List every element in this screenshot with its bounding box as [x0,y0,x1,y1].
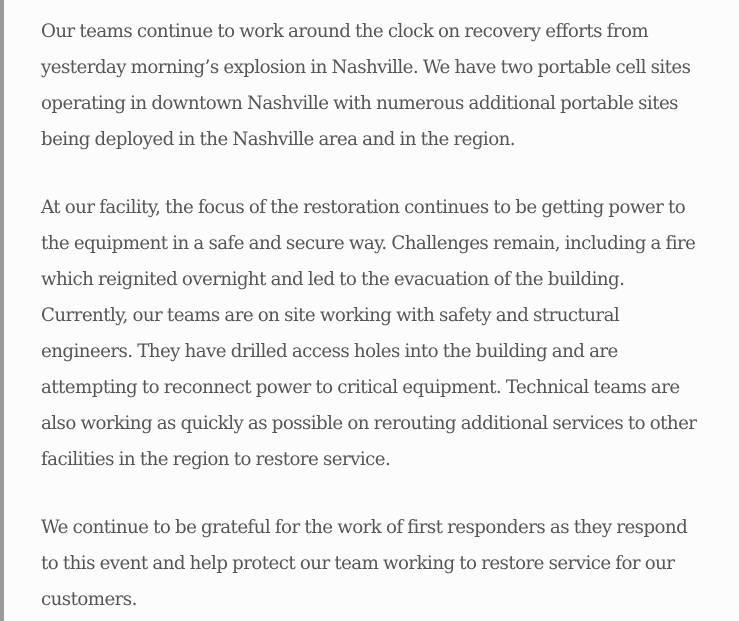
paragraph-gratitude: We continue to be grateful for the work of first responders as they respond to this event and help protect our team working to restore service for our customers. [41,517,688,610]
paragraph-facility-restoration: At our facility, the focus of the restoration continues to be getting power to the equipment in a safe and secure way. Challenges remain, including a fire which reignited overnight and led to the evacuation of the building. Currently, our teams are on site working with safety and structural engineers. They have drilled access holes into the building and are attempting to reconnect power to critical equipment. Technical teams are also working as quickly as possible on rerouting additional services to other facilities in the region to restore service. [41,197,697,470]
paragraph-recovery-efforts: Our teams continue to work around the clock on recovery efforts from yesterday morning’s explosion in Nashville. We have two portable cell sites operating in downtown Nashville with numerous additional portable sites being deployed in the Nashville area and in the region. [41,21,691,150]
